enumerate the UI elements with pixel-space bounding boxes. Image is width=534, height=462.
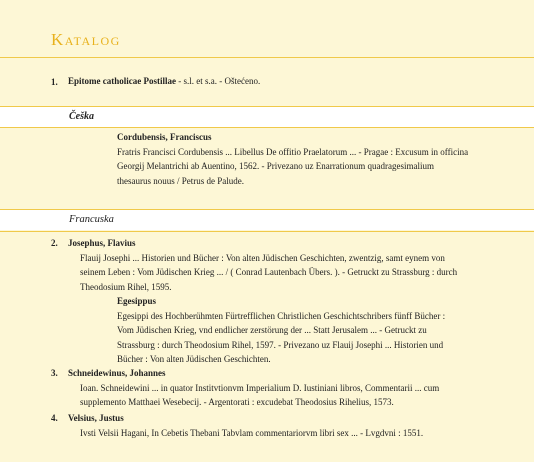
entry-line: Ioan. Schneidewini ... in quator Institvtionvm Imperialium D. Iustiniani libros, Commentarii ... cum bbox=[80, 382, 440, 393]
entry-line: Fratris Francisci Cordubensis ... Libellus De offitio Praelatorum ... - Pragae : Excusum in officina bbox=[117, 146, 469, 157]
entry-number: 1. bbox=[51, 77, 58, 87]
entry-schneidewinus bbox=[68, 366, 488, 410]
section-label: Češka bbox=[69, 111, 94, 122]
section-label: Francuska bbox=[69, 214, 114, 225]
entry-heading: Velsius, Justus bbox=[68, 413, 124, 423]
entry-heading: Epitome catholicae Postillae bbox=[68, 76, 176, 86]
entry-heading: Egesippus bbox=[117, 296, 157, 306]
entry-line: Flauij Josephi ... Historien und Bücher : Von alten Jüdischen Geschichten, zwentzig, samt eynem von bbox=[80, 252, 445, 263]
section-header-francuska bbox=[0, 209, 534, 230]
entry-heading: Josephus, Flavius bbox=[68, 238, 136, 248]
entry-heading: Cordubensis, Franciscus bbox=[117, 132, 212, 142]
entry-number: 3. bbox=[51, 368, 58, 378]
entry-line: seinem Leben : Vom Jüdischen Krieg ... / ( Conrad Lautenbach Übers. ). - Getruckt zu Strassburg : durch bbox=[80, 267, 458, 277]
entry-line: thesaurus nouus / Petrus de Palude. bbox=[117, 175, 244, 186]
section-divider bbox=[0, 127, 534, 128]
entry-line: Egesippi des Hochberühmten Fürtrefflichen Christlichen Geschichtschribers fünff Bücher : bbox=[117, 310, 446, 321]
title-divider bbox=[0, 57, 534, 58]
entry-line: Strassburg : durch Theodosium Rihel, 1597. - Privezano uz Flauij Josephi ... Historien und bbox=[117, 339, 444, 350]
entry-line: Bücher : Von alten Jüdischen Geschichten. bbox=[117, 354, 271, 364]
entry-velsius bbox=[68, 411, 488, 440]
entry-line: Vom Jüdischen Krieg, vnd endlicher zerstörung der ... Statt Jerusalem ... - Getruckt zu bbox=[117, 325, 427, 335]
entry-text: - s.l. et s.a. - Oštećeno. bbox=[175, 76, 261, 86]
entry-line: Theodosium Rihel, 1595. bbox=[80, 281, 172, 292]
section-header-ceska bbox=[0, 106, 534, 127]
entry-line: supplemento Matthaei Wesebecij. - Argentorati : excudebat Theodosius Rihelius, 1573. bbox=[80, 397, 394, 407]
entry-number: 4. bbox=[51, 413, 58, 423]
entry-heading: Schneidewinus, Johannes bbox=[68, 368, 166, 378]
entry-1 bbox=[68, 74, 260, 89]
entry-cordubensis bbox=[117, 130, 487, 188]
entry-line: Ivsti Velsii Hagani, In Cebetis Thebani Tabvlam commentariorvm libri sex ... - Lvgdvni : 1551. bbox=[80, 427, 424, 438]
section-divider bbox=[0, 231, 534, 232]
entry-number: 2. bbox=[51, 238, 58, 248]
entry-line: Georgij Melantrichi ab Auentino, 1562. - Privezano uz Enarrationum quadragesimalium bbox=[117, 161, 434, 171]
entry-egesippus bbox=[117, 294, 487, 367]
page-title: Katalog bbox=[51, 30, 121, 49]
entry-josephus bbox=[68, 236, 488, 294]
